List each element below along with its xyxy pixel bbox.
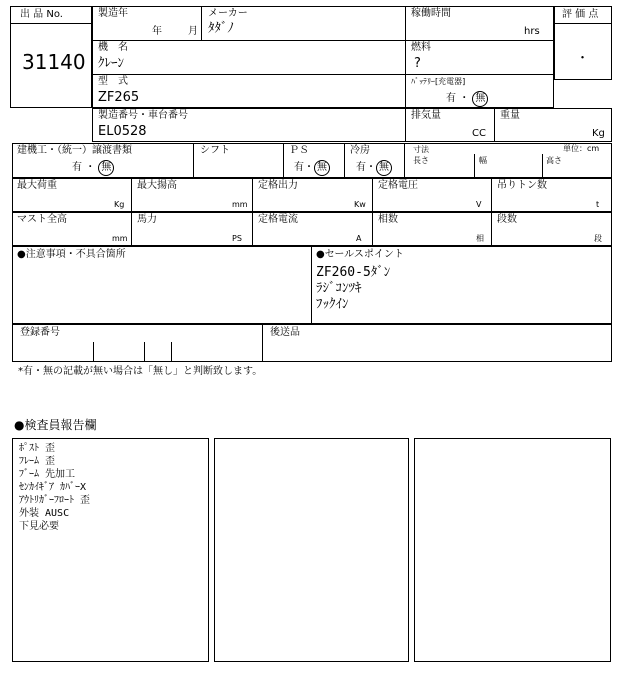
length-label: 長さ [413,156,429,165]
unit-note: 単位：cm [563,144,600,153]
sales-line: ﾌｯｸｲﾝ [316,297,349,312]
inspector-line: ｱｳﾄﾘｶﾞｰﾌﾛｰﾄ 歪 [19,495,91,506]
battery-label: ﾊﾞｯﾃﾘｰ[充電器] [411,77,466,86]
maker-value: ﾀﾀﾞﾉ [208,21,234,36]
model-label: 型 式 [98,76,128,87]
inspector-line: 下見必要 [19,521,59,532]
rated-voltage-unit: V [476,200,482,209]
max-load-unit: Kg [114,200,125,209]
rating-value: ・ [576,51,590,66]
ship-label: 後送品 [270,327,300,338]
inspector-line: ﾌﾞｰﾑ 先加工 [19,469,76,480]
doc-label: 建機工・（統一）譲渡書類 [17,145,132,156]
dim-label: 寸法 [413,145,429,154]
fuel-label: 燃料 [411,42,431,53]
maker-label: メーカー [208,8,248,19]
hoist-ton-label: 吊りトン数 [497,180,547,191]
model-name-value: ｸﾚｰﾝ [98,56,124,71]
stages-label: 段数 [497,214,517,225]
weight-unit: Kg [592,128,605,139]
rated-output-unit: Kw [354,200,366,209]
cold-yesno: 有・ 無 [356,160,392,176]
reg-label: 登録番号 [20,327,60,338]
phase-unit: 相 [476,234,484,243]
rated-output-label: 定格出力 [258,180,298,191]
hoist-ton-unit: t [596,200,600,209]
sales-line: ZF260-5ﾀﾞﾝ [316,265,391,280]
inspector-title: ●検査員報告欄 [14,418,97,432]
ps-label: ＰＳ [289,145,309,156]
rating-label: 評 価 点 [562,9,599,20]
row-c [12,212,612,246]
inspector-box-3 [414,438,611,662]
rated-voltage-label: 定格電圧 [378,180,418,191]
footnote: *有・無の記載が無い場合は「無し」と判断致します。 [18,366,263,377]
sales-label: ●セールスポイント [316,249,404,260]
caution-label: ●注意事項・不具合箇所 [17,249,126,260]
horsepower-label: 馬力 [137,214,157,225]
rated-current-label: 定格電流 [258,214,298,225]
year-unit: 年 [152,26,162,37]
ps-yesno: 有・ 無 [294,160,330,176]
shift-label: シフト [200,145,230,156]
model-name-label: 機 名 [98,42,128,53]
mast-height-unit: mm [112,234,128,243]
item-no-value: 31140 [22,50,86,74]
inspector-line: 外装 AUSC [19,508,70,519]
doc-yesno: 有 ・ 無 [72,160,114,176]
displacement-unit: CC [472,128,486,139]
serial-label: 製造番号・車台番号 [98,110,188,121]
no-circled: 無 [472,91,488,107]
inspector-line: ﾎﾟｽﾄ 歪 [19,443,56,454]
hours-label: 稼働時間 [411,8,451,19]
hours-unit: hrs [524,26,540,37]
mfg-year-label: 製造年 [98,8,128,19]
height-label: 高さ [546,156,562,165]
horsepower-unit: PS [232,234,242,243]
width-label: 幅 [479,156,487,165]
battery-yesno: 有 ・ 無 [446,91,488,107]
stages-unit: 段 [594,234,602,243]
max-lift-label: 最大揚高 [137,180,177,191]
month-unit: 月 [188,26,198,37]
rated-current-unit: A [356,234,362,243]
fuel-value: ? [414,56,421,71]
inspector-box-2 [214,438,409,662]
max-lift-unit: mm [232,200,248,209]
weight-label: 重量 [500,110,520,121]
phase-label: 相数 [378,214,398,225]
sales-line: ﾗｼﾞｺﾝﾂｷ [316,281,362,296]
mast-height-label: マスト全高 [17,214,67,225]
item-no-label: 出 品 No. [20,9,63,20]
serial-value: EL0528 [98,124,147,139]
registration-box [12,324,612,362]
displacement-label: 排気量 [411,110,441,121]
max-load-label: 最大荷重 [17,180,57,191]
model-value: ZF265 [98,90,140,105]
cold-label: 冷房 [350,145,370,156]
inspector-line: ｾﾝｶｲｷﾞｱ ｶﾊﾞｰX [19,482,87,493]
inspector-line: ﾌﾚｰﾑ 歪 [19,456,56,467]
